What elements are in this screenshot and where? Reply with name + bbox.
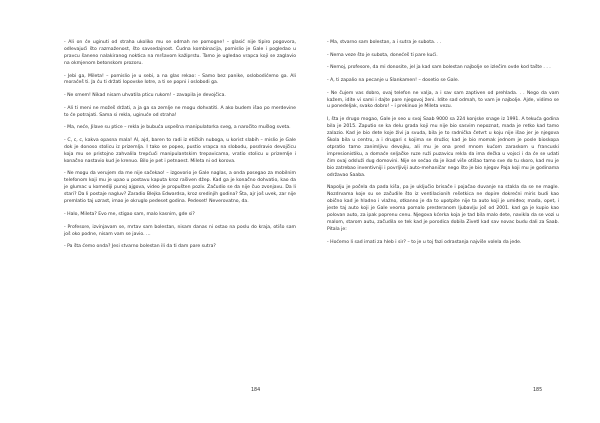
paragraph: - Hoćemo li sad imati za hleb i sir? – to je u toj fazi odrastanja najviše volela da jede. [327,239,522,245]
paragraph: - A, ti zapalio na pecanje u Slankamen! – dosetio se Gale. [327,77,460,83]
paragraph: - Halo, Mileta? Evo me, stigao sam, malo kasnim, gde si? [64,211,195,217]
left-page [64,40,296,257]
page-number-left: 184 [251,388,261,393]
paragraph: - Ne smem! Nikad nisam uhvatila pticu rukom! – zavapila je devojčica. [64,93,226,99]
paragraph: - Profesore, izvinjavam se, mrtav sam bolestan, nisam danas ni ostao na poslu do kraja, otišo sam još oko podne, nisam vam se javio. … [64,224,296,237]
page-number-right: 185 [533,388,543,393]
paragraph: - Nemoj, profesore, da mi donosite, jel ja kad sam bolestan najbolje se izlečim ovde kod tašte . . . [327,65,551,71]
paragraph: Napolju je počela da pada kiša, pa je uključio brisače i pojačao duvanje na stakla da se ne magle. Nozdrvama koje su se začudile što iz ventilacionih rešetkica ne dopire dokrećni miris budi kao obično kad je hladno i vlažno, otkanno je da to upotpite nije ta auto koji je umiđeo; mada, opet, i jeste taj auto koji je Gale veoma pomalo presteranom ljubavlju još od 2001. kad ga je kupio kao polovan auto, za ipak poprenu cenu. Njegova kćerka koja je tad bila malo dete, navikla da se vozi u malom, starom autu, začudila se tek kad je porodica dobila Zivetl kad sav novac budu dali za Saab. Pitala je: [327,185,559,233]
paragraph: - Ne čujem vas dobro, ovaj telefon ne valja, a i sav sam zaptiven od prehlada. . . Nego da vam kažem, idite vi sami i dajte pare njegovoj ženi. Idite sad odmah, to vam je najbolje. Ajde, vidimo se u ponedeljak, svako dobro! – i prekinuo je Mileta vezu. [327,90,559,110]
paragraph: - Pa šta ćemo onda? Jesi stvarno bolestan ili da ti dam pare sutra? [64,244,216,250]
paragraph: - C, c, c, kakva opasna mala! Al, ajd, baren to radi iz etičkih nuboga, u korist slabih – mislio je Gale dok je donoso stoliсu iz prizemlja. I tako se popeo, pustio vrapca na slobodu, posdravio devojčicu koja mu se pristojno zahvalila trepćući manipulantskim trepavicama, vratio stolicu u prizemlje i konačno nastavio kud je krenuo. Bilo je pet i petnaest. Mileta ni od korova. [64,137,296,164]
paragraph: - Ali ti meni ne možeš držati, a ja ga sa zemlje ne mogu dohvatiti. A ako budem išao po merdevine to će potrajati. Sama si rekla, uginuće od straha! [64,105,296,118]
paragraph: I, šta je drugo mogao, Gale je seo u svoj Saab 9000 sa 224 konjske snage iz 1991. A tekuća godina bila je 2015. Zaputio se ka delu grada koji mu nije bio sasvim nepoznat, mada je retko kad tamo zalazio. Kad je bio dete koje živi ja svuda, bila je to radnička četvrt u koju nije išao jer je njegova Škola bila u centru, a i drugari s kojima se družio; kad je bio momak jednom je posle bioskopa otpratio tamo zanimljivu devojku, ali mu je ona pred mnom kućom zaraskom u francuski impresionistiku, a domaće seljačke ruze ruži puzavicu rekla da ima dečka u vojsci i da će se udati čim ovaj odsluži dug domovini. Nije se sećao da je ikad više otišao tamo sve do tu skoro, kad mu je bio zatrebao inventivniji i povrljivijі auto-mehaničar nego što je bio njegov Paja koji mu je godinama održavao Saaba. [327,117,559,178]
paragraph: - Jebi ga, Mileta! – pomislio je u sebi, a na glas rekao: - Samo bez panike, oslobodićemo ga. Ali moraćeš ti. Ja ću ti držati lopovske lotre, a ti se popni i oslobodi ga. [64,73,296,86]
paragraph: - Ne mogu da verujem da me nije sačekao! – izgovorio je Gale naglas, a onda posegao za mobilnim telefonom koji mu je upao u postavu kaputa kroz rašiven džep. Kad ga je konačno dohvatio, kao da je glumac u komediji punoj ajgova, video je propušten poziv. Začudio se da nije čuo zvonjavu. Da li stari? Da li postaje nagluv? Zaradio Blejka Edwardsa, kroz sredinjih godina? Šta, ajr još uvek, zar nije premlatio taj uzrast, imao je okruglo pedeset godina. Pedeset! Neverovatno, da. [64,171,296,205]
paragraph: - Ma, stvarno sam bolestan, a i sutra je subota. . . [327,40,442,45]
paragraph: - Ali on će uginuti od straha ukoliko mu se odmah ne pomogne! – glasić nije tipiro pogovora, odlevajući što razmaženost, što savsedajnost. Čudna kombinacija, pomislio je Gale i pogledao u pravcu šaneno nalakiranog nokticа na mršavom kažiprstu. Tamo je ugledao vrapca koji se zaglavio na okmjenom betonskom prozoru. [64,40,296,66]
paragraph: - Ma, neće, Jilave su ptice – rekla je bubuća uspešna manipulatorka sveg, a naročito mušlog sveta. [64,125,291,131]
right-page [327,40,559,252]
paragraph: - Nema veze što je subota, donećeš ti pare kući. [327,52,438,58]
